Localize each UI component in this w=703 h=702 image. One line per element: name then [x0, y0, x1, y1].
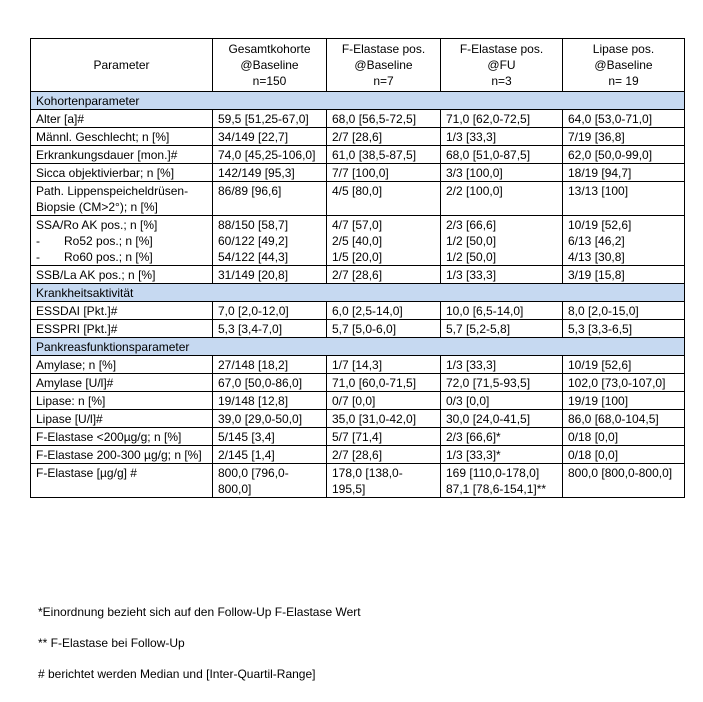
header-line: @Baseline — [240, 58, 299, 72]
row-label — [31, 410, 213, 428]
table-row — [31, 392, 685, 410]
table-row — [31, 446, 685, 464]
value-text: 2/2 [100,0] — [446, 184, 503, 198]
row-value — [213, 356, 327, 374]
table-row — [31, 216, 685, 266]
row-label — [31, 164, 213, 182]
row-value — [563, 216, 685, 266]
table-row — [31, 110, 685, 128]
value-text: 5/7 [71,4] — [332, 430, 383, 444]
value-text: 1/3 [33,3] — [446, 268, 497, 282]
row-value — [327, 392, 441, 410]
value-text: 67,0 [50,0-86,0] — [218, 376, 303, 390]
value-text: 800,0 [796,0-800,0] — [218, 466, 289, 496]
sub-row-label-text: Ro52 pos.; n [%] — [64, 234, 153, 248]
row-value — [327, 164, 441, 182]
row-value — [441, 446, 563, 464]
row-label-text: Amylase; n [%] — [36, 358, 117, 372]
row-label — [31, 356, 213, 374]
value-text: 169 [110,0-178,0] 87,1 [78,6-154,1]** — [446, 466, 547, 496]
row-value — [441, 374, 563, 392]
row-value — [441, 302, 563, 320]
value-text: 2/3 [66,6]* — [446, 430, 501, 444]
footnotes — [38, 604, 678, 697]
row-value — [327, 410, 441, 428]
row-label-text: ESSPRI [Pkt.]# — [36, 322, 118, 336]
value-text: 34/149 [22,7] — [218, 130, 289, 144]
row-label-text: Lipase: n [%] — [36, 394, 106, 408]
row-value — [327, 110, 441, 128]
row-value — [563, 146, 685, 164]
table-row — [31, 182, 685, 216]
row-value — [563, 164, 685, 182]
table-row — [31, 164, 685, 182]
value-text: 5,3 [3,3-6,5] — [568, 322, 633, 336]
row-value — [213, 428, 327, 446]
row-value — [213, 464, 327, 498]
row-value — [563, 128, 685, 146]
section-header-row — [31, 338, 685, 356]
row-label-text: Erkrankungsdauer [mon.]# — [36, 148, 178, 162]
table-row — [31, 428, 685, 446]
value-text: 2/3 [66,6] — [446, 218, 497, 232]
row-value — [327, 266, 441, 284]
value-text: 59,5 [51,25-67,0] — [218, 112, 309, 126]
value-text: 1/3 [33,3] — [446, 130, 497, 144]
section-title: Krankheitsaktivität — [31, 284, 685, 302]
value-text: 64,0 [53,0-71,0] — [568, 112, 653, 126]
header-parameter: Parameter — [31, 39, 213, 92]
value-text: 5,7 [5,0-6,0] — [332, 322, 397, 336]
value-text: 74,0 [45,25-106,0] — [218, 148, 316, 162]
results-table — [30, 38, 685, 498]
row-label — [31, 216, 213, 266]
sub-value-text: 60/122 [49,2] — [218, 234, 289, 248]
table-row — [31, 266, 685, 284]
header-gesamtkohorte — [213, 39, 327, 92]
section-title: Pankreasfunktionsparameter — [31, 338, 685, 356]
row-value — [327, 128, 441, 146]
value-text: 2/7 [28,6] — [332, 268, 383, 282]
section-title: Kohortenparameter — [31, 92, 685, 110]
value-text: 102,0 [73,0-107,0] — [568, 376, 666, 390]
value-text: 68,0 [51,0-87,5] — [446, 148, 531, 162]
row-value — [563, 266, 685, 284]
row-value — [441, 410, 563, 428]
value-text: 35,0 [31,0-42,0] — [332, 412, 417, 426]
value-text: 5/145 [3,4] — [218, 430, 275, 444]
row-label-text: Path. Lippenspeicheldrüsen-Biopsie (CM>2°); n [%] — [36, 184, 189, 214]
value-text: 19/19 [100] — [568, 394, 629, 408]
value-text: 71,0 [62,0-72,5] — [446, 112, 531, 126]
header-line: n=7 — [373, 74, 394, 88]
row-value — [327, 320, 441, 338]
row-value — [563, 392, 685, 410]
header-line: @Baseline — [594, 58, 653, 72]
value-text: 2/7 [28,6] — [332, 130, 383, 144]
value-text: 7/19 [36,8] — [568, 130, 625, 144]
table-row — [31, 356, 685, 374]
header-f-elastase-fu — [441, 39, 563, 92]
row-value — [441, 128, 563, 146]
sub-value-text: 6/13 [46,2] — [568, 234, 625, 248]
row-value — [441, 464, 563, 498]
value-text: 62,0 [50,0-99,0] — [568, 148, 653, 162]
row-value — [327, 428, 441, 446]
row-label-text: F-Elastase <200µg/g; n [%] — [36, 430, 182, 444]
row-value — [327, 356, 441, 374]
sub-value-text: 4/13 [30,8] — [568, 250, 625, 264]
value-text: 6,0 [2,5-14,0] — [332, 304, 403, 318]
header-line: Gesamtkohorte — [228, 42, 311, 56]
value-text: 88/150 [58,7] — [218, 218, 289, 232]
table-row — [31, 302, 685, 320]
table-row — [31, 464, 685, 498]
row-value — [563, 182, 685, 216]
footnote: ** F-Elastase bei Follow-Up — [38, 636, 185, 650]
value-text: 5,7 [5,2-5,8] — [446, 322, 511, 336]
value-text: 5,3 [3,4-7,0] — [218, 322, 283, 336]
value-text: 3/19 [15,8] — [568, 268, 625, 282]
row-value — [327, 182, 441, 216]
value-text: 27/148 [18,2] — [218, 358, 289, 372]
row-value — [213, 320, 327, 338]
row-value — [441, 216, 563, 266]
row-value — [441, 164, 563, 182]
sub-value-text: 2/5 [40,0] — [332, 234, 383, 248]
header-f-elastase-baseline — [327, 39, 441, 92]
row-label-text: F-Elastase [µg/g] # — [36, 466, 137, 480]
sub-row-label-text: Ro60 pos.; n [%] — [64, 250, 153, 264]
sub-row-label — [36, 233, 207, 249]
row-label — [31, 128, 213, 146]
row-label — [31, 110, 213, 128]
value-text: 0/7 [0,0] — [332, 394, 376, 408]
row-label — [31, 464, 213, 498]
row-value — [327, 374, 441, 392]
value-text: 2/145 [1,4] — [218, 448, 275, 462]
row-value — [441, 146, 563, 164]
header-line: n=150 — [252, 74, 287, 88]
value-text: 178,0 [138,0-195,5] — [332, 466, 403, 496]
row-value — [441, 392, 563, 410]
value-text: 13/13 [100] — [568, 184, 629, 198]
value-text: 30,0 [24,0-41,5] — [446, 412, 531, 426]
value-text: 68,0 [56,5-72,5] — [332, 112, 417, 126]
footnote: # berichtet werden Median und [Inter-Quartil-Range] — [38, 667, 316, 681]
table-body — [31, 92, 685, 498]
row-label-text: SSA/Ro AK pos.; n [%] — [36, 218, 158, 232]
value-text: 72,0 [71,5-93,5] — [446, 376, 531, 390]
header-lipase-baseline — [563, 39, 685, 92]
value-text: 61,0 [38,5-87,5] — [332, 148, 417, 162]
value-text: 10,0 [6,5-14,0] — [446, 304, 524, 318]
sub-row-label — [36, 249, 207, 265]
value-text: 0/3 [0,0] — [446, 394, 490, 408]
header-line: F-Elastase pos. — [341, 42, 426, 56]
value-text: 800,0 [800,0-800,0] — [568, 466, 673, 480]
value-text: 19/148 [12,8] — [218, 394, 289, 408]
value-text: 71,0 [60,0-71,5] — [332, 376, 417, 390]
sub-value-text: 1/5 [20,0] — [332, 250, 383, 264]
row-label — [31, 320, 213, 338]
row-value — [441, 428, 563, 446]
row-label-text: Amylase [U/l]# — [36, 376, 114, 390]
value-text: 1/7 [14,3] — [332, 358, 383, 372]
footnote: *Einordnung bezieht sich auf den Follow-Up F-Elastase Wert — [38, 605, 361, 619]
row-value — [563, 428, 685, 446]
sub-value-text: 54/122 [44,3] — [218, 250, 289, 264]
row-value — [327, 216, 441, 266]
row-value — [441, 356, 563, 374]
header-line: n= 19 — [608, 74, 639, 88]
header-line: @Baseline — [354, 58, 413, 72]
row-value — [327, 464, 441, 498]
row-label-text: Lipase [U/l]# — [36, 412, 103, 426]
value-text: 31/149 [20,8] — [218, 268, 289, 282]
value-text: 10/19 [52,6] — [568, 218, 632, 232]
value-text: 18/19 [94,7] — [568, 166, 632, 180]
row-value — [213, 128, 327, 146]
row-label-text: ESSDAI [Pkt.]# — [36, 304, 118, 318]
row-label — [31, 266, 213, 284]
row-label-text: Sicca objektivierbar; n [%] — [36, 166, 175, 180]
table-row — [31, 320, 685, 338]
row-value — [213, 164, 327, 182]
row-value — [213, 216, 327, 266]
header-line: Lipase pos. — [592, 42, 655, 56]
table-header-row — [31, 39, 685, 92]
section-header-row — [31, 92, 685, 110]
value-text: 2/7 [28,6] — [332, 448, 383, 462]
row-value — [563, 356, 685, 374]
value-text: 7,0 [2,0-12,0] — [218, 304, 289, 318]
row-label-text: SSB/La AK pos.; n [%] — [36, 268, 156, 282]
row-label — [31, 302, 213, 320]
row-value — [213, 110, 327, 128]
row-label — [31, 446, 213, 464]
row-value — [213, 182, 327, 216]
value-text: 0/18 [0,0] — [568, 448, 619, 462]
row-label — [31, 146, 213, 164]
row-label — [31, 374, 213, 392]
value-text: 10/19 [52,6] — [568, 358, 632, 372]
row-value — [563, 446, 685, 464]
value-text: 1/3 [33,3] — [446, 358, 497, 372]
value-text: 4/7 [57,0] — [332, 218, 383, 232]
value-text: 7/7 [100,0] — [332, 166, 389, 180]
value-text: 142/149 [95,3] — [218, 166, 295, 180]
value-text: 86,0 [68,0-104,5] — [568, 412, 659, 426]
table-row — [31, 374, 685, 392]
row-value — [441, 182, 563, 216]
value-text: 0/18 [0,0] — [568, 430, 619, 444]
row-value — [213, 266, 327, 284]
row-label — [31, 392, 213, 410]
row-label — [31, 182, 213, 216]
row-value — [213, 302, 327, 320]
row-value — [563, 320, 685, 338]
row-value — [441, 266, 563, 284]
value-text: 39,0 [29,0-50,0] — [218, 412, 303, 426]
row-value — [563, 464, 685, 498]
row-value — [563, 110, 685, 128]
row-label — [31, 428, 213, 446]
value-text: 86/89 [96,6] — [218, 184, 282, 198]
row-label-text: Alter [a]# — [36, 112, 85, 126]
row-value — [327, 302, 441, 320]
row-label-text: F-Elastase 200-300 µg/g; n [%] — [36, 448, 202, 462]
header-line: n=3 — [491, 74, 512, 88]
dash-marker: - — [36, 250, 40, 264]
row-value — [563, 374, 685, 392]
row-value — [327, 446, 441, 464]
row-value — [213, 446, 327, 464]
table-row — [31, 410, 685, 428]
value-text: 8,0 [2,0-15,0] — [568, 304, 639, 318]
row-value — [563, 410, 685, 428]
dash-marker: - — [36, 234, 40, 248]
sub-value-text: 1/2 [50,0] — [446, 250, 497, 264]
row-value — [213, 410, 327, 428]
row-value — [563, 302, 685, 320]
value-text: 4/5 [80,0] — [332, 184, 383, 198]
sub-value-text: 1/2 [50,0] — [446, 234, 497, 248]
row-value — [441, 320, 563, 338]
value-text: 3/3 [100,0] — [446, 166, 503, 180]
row-value — [213, 392, 327, 410]
table-row — [31, 146, 685, 164]
row-value — [327, 146, 441, 164]
header-line: @FU — [487, 58, 516, 72]
table-row — [31, 128, 685, 146]
value-text: 1/3 [33,3]* — [446, 448, 501, 462]
row-value — [441, 110, 563, 128]
row-value — [213, 146, 327, 164]
section-header-row — [31, 284, 685, 302]
header-line: F-Elastase pos. — [459, 42, 544, 56]
row-value — [213, 374, 327, 392]
row-label-text: Männl. Geschlecht; n [%] — [36, 130, 170, 144]
